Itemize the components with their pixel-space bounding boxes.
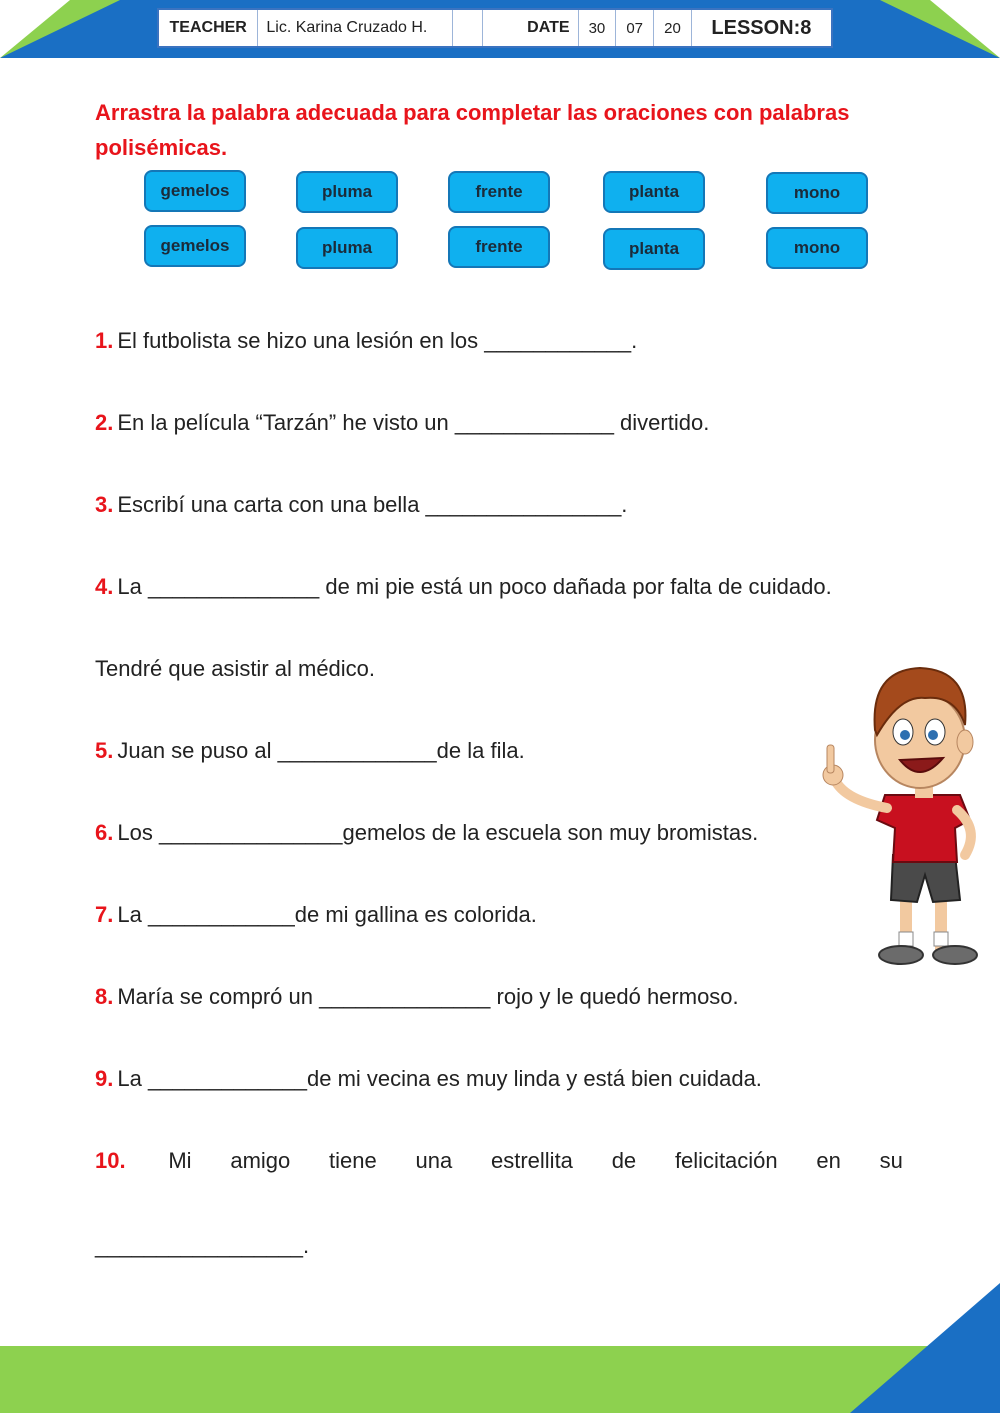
word-chip-frente-2[interactable]: frente [448, 226, 550, 268]
sentence-text: La ____________de mi gallina es colorida. [117, 902, 537, 927]
date-label: DATE [483, 10, 578, 46]
sentence-word: de [611, 1148, 637, 1173]
sentence-text: María se compró un ______________ rojo y le quedó hermoso. [117, 984, 739, 1009]
sentence-word: Mi [168, 1148, 192, 1173]
sentence-number: 4. [95, 574, 114, 599]
cartoon-boy-illustration [805, 650, 990, 980]
sentence-4-continuation [95, 656, 375, 682]
sentence-number: 2. [95, 410, 114, 435]
sentence-text: La _____________de mi vecina es muy linda y está bien cuidada. [117, 1066, 762, 1091]
sentence-word: felicitación [674, 1148, 778, 1173]
instruction-text: Arrastra la palabra adecuada para completar las oraciones con palabras polisémicas. [95, 100, 850, 160]
word-chip-gemelos-2[interactable]: gemelos [144, 225, 246, 267]
word-chip-planta-2[interactable]: planta [603, 228, 705, 270]
sentence-text: El futbolista se hizo una lesión en los ____________. [117, 328, 638, 353]
sentence-number: 6. [95, 820, 114, 845]
word-chip-planta[interactable]: planta [603, 171, 705, 213]
sentence-10-blank: _________________. [95, 1233, 310, 1258]
sentence-word: una [415, 1148, 453, 1173]
word-chip-mono-2[interactable]: mono [766, 227, 868, 269]
sentence-text: En la película “Tarzán” he visto un _____________ divertido. [117, 410, 710, 435]
sentence-text: Tendré que asistir al médico. [95, 656, 376, 681]
sentence-text: Los _______________gemelos de la escuela son muy bromistas. [117, 820, 759, 845]
date-day: 30 [579, 10, 617, 46]
word-chip-gemelos[interactable]: gemelos [144, 170, 246, 212]
sentence-text: La ______________ de mi pie está un poco dañada por falta de cuidado. [117, 574, 832, 599]
word-chip-pluma[interactable]: pluma [296, 171, 398, 213]
sentence-number: 8. [95, 984, 114, 1009]
footer-blue-triangle [850, 1283, 1000, 1413]
sentence-number: 10. [95, 1148, 126, 1173]
teacher-label: TEACHER [159, 10, 258, 46]
sentence-5 [95, 738, 525, 764]
sentence-word: amigo [230, 1148, 291, 1173]
sentence-1 [95, 328, 637, 354]
sentence-10 [95, 1148, 903, 1174]
word-chip-mono[interactable]: mono [766, 172, 868, 214]
date-year: 20 [654, 10, 692, 46]
sentence-4 [95, 574, 832, 600]
sentence-word: su [879, 1148, 903, 1173]
date-month: 07 [616, 10, 654, 46]
sentence-7 [95, 902, 537, 928]
sentence-text: Juan se puso al _____________de la fila. [117, 738, 525, 763]
sentence-number: 9. [95, 1066, 114, 1091]
sentence-6 [95, 820, 758, 846]
header-spacer [453, 10, 483, 46]
sentence-word: tiene [329, 1148, 377, 1173]
word-chip-pluma-2[interactable]: pluma [296, 227, 398, 269]
lesson-label: LESSON:8 [711, 16, 812, 39]
sentence-3 [95, 492, 627, 518]
header-white-triangle-right [930, 0, 1000, 58]
word-chip-frente[interactable]: frente [448, 171, 550, 213]
header-white-triangle-left [0, 0, 70, 58]
sentence-word: en [816, 1148, 841, 1173]
sentence-9 [95, 1066, 762, 1092]
sentence-number: 3. [95, 492, 114, 517]
sentence-word: estrellita [491, 1148, 573, 1173]
sentence-text: Escribí una carta con una bella ________________. [117, 492, 628, 517]
sentence-2 [95, 410, 709, 436]
sentence-number: 5. [95, 738, 114, 763]
sentence-number: 1. [95, 328, 114, 353]
teacher-name: Lic. Karina Cruzado H. [258, 10, 453, 46]
sentence-number: 7. [95, 902, 114, 927]
sentence-8 [95, 984, 739, 1010]
header-info-table [157, 8, 833, 48]
